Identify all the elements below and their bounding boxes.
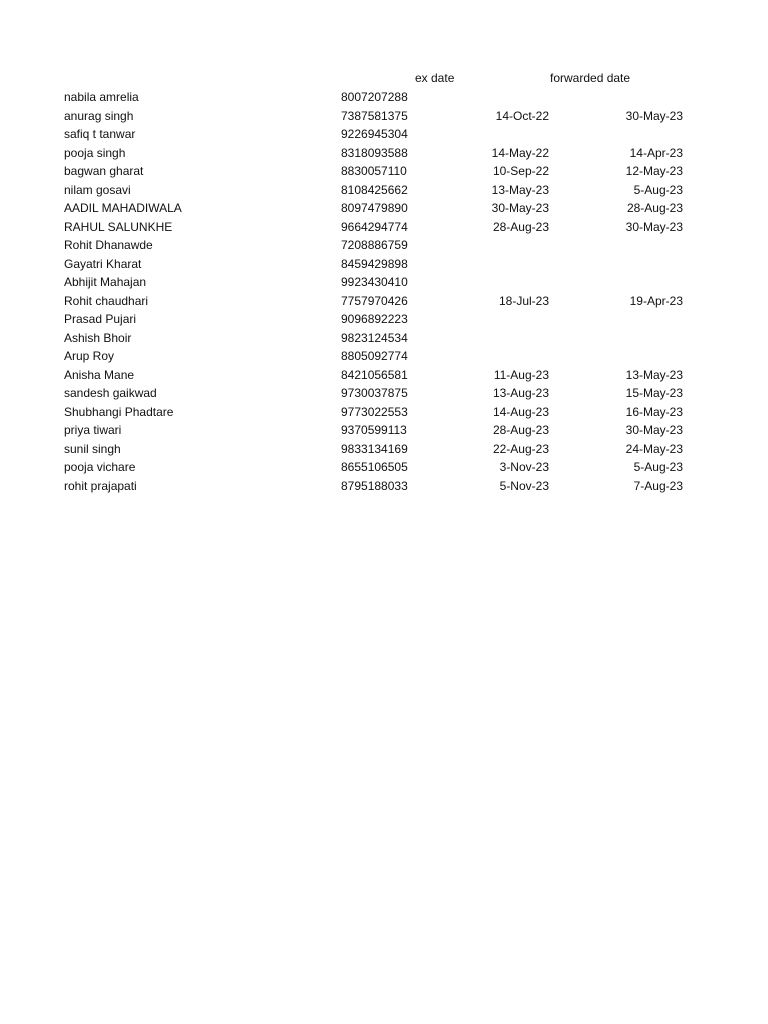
- ex-date-cell: 10-Sep-22: [492, 164, 549, 178]
- phone-cell: 9226945304: [341, 127, 408, 141]
- ex-date-header: ex date: [415, 71, 455, 85]
- phone-cell: 9370599113: [341, 423, 407, 437]
- phone-cell: 8805092774: [341, 349, 408, 363]
- table-row: [0, 292, 768, 311]
- forwarded-date-cell: 19-Apr-23: [629, 293, 683, 308]
- phone-cell: 9773022553: [341, 404, 408, 419]
- phone-cell: 9833134169: [341, 441, 408, 456]
- header-row: [0, 69, 768, 87]
- forwarded-date-cell: 14-Apr-23: [629, 145, 683, 160]
- table-row: [0, 366, 768, 385]
- ex-date-cell: 18-Jul-23: [498, 293, 549, 308]
- forwarded-date-cell: 30-May-23: [625, 108, 683, 123]
- name-cell: Rohit Dhanawde: [64, 238, 153, 252]
- ex-date-cell: 3-Nov-23: [499, 460, 549, 474]
- table-row: [0, 440, 768, 459]
- phone-cell: 9730037875: [341, 386, 408, 400]
- phone-cell: 9823124534: [341, 330, 408, 345]
- name-cell: anurag singh: [64, 108, 134, 123]
- table-row: [0, 347, 768, 366]
- name-cell: pooja singh: [64, 145, 126, 160]
- ex-date-cell: 28-Aug-23: [492, 219, 549, 234]
- phone-cell: 8421056581: [341, 367, 408, 382]
- forwarded-date-cell: 28-Aug-23: [626, 201, 683, 215]
- phone-cell: 7208886759: [341, 238, 408, 252]
- name-cell: nilam gosavi: [64, 182, 131, 197]
- forwarded-date-cell: 7-Aug-23: [633, 478, 683, 493]
- name-cell: Anisha Mane: [64, 367, 135, 382]
- name-cell: Abhijit Mahajan: [64, 275, 147, 289]
- forwarded-date-cell: 15-May-23: [625, 386, 683, 400]
- phone-cell: 8108425662: [341, 182, 408, 197]
- table-row: [0, 144, 768, 163]
- name-cell: sunil singh: [64, 441, 121, 456]
- forwarded-date-cell: 5-Aug-23: [633, 460, 683, 474]
- table-row: [0, 107, 768, 126]
- table-row: [0, 162, 768, 181]
- ex-date-cell: 14-Aug-23: [492, 404, 549, 419]
- phone-cell: 8830057110: [341, 164, 407, 178]
- ex-date-cell: 22-Aug-23: [492, 441, 549, 456]
- ex-date-cell: 13-Aug-23: [492, 386, 549, 400]
- name-cell: pooja vichare: [64, 460, 136, 474]
- ex-date-cell: 28-Aug-23: [492, 423, 549, 437]
- forwarded-date-cell: 5-Aug-23: [633, 182, 683, 197]
- name-cell: AADIL MAHADIWALA: [64, 201, 182, 215]
- table-row: [0, 421, 768, 440]
- phone-cell: 8655106505: [341, 460, 408, 474]
- phone-cell: 8007207288: [341, 90, 408, 104]
- phone-cell: 7387581375: [341, 108, 408, 123]
- forwarded-date-cell: 16-May-23: [625, 404, 683, 419]
- name-cell: nabila amrelia: [64, 90, 139, 104]
- table-row: [0, 125, 768, 144]
- table-row: [0, 255, 768, 274]
- name-cell: sandesh gaikwad: [64, 386, 157, 400]
- table-row: [0, 218, 768, 237]
- phone-cell: 9923430410: [341, 275, 408, 289]
- forwarded-date-cell: 30-May-23: [625, 219, 683, 234]
- ex-date-cell: 11-Aug-23: [493, 367, 549, 382]
- table-row: [0, 88, 768, 107]
- forwarded-date-cell: 24-May-23: [625, 441, 683, 456]
- table-row: [0, 403, 768, 422]
- phone-cell: 9096892223: [341, 312, 408, 326]
- phone-cell: 8459429898: [341, 256, 408, 271]
- data-rows: [0, 88, 768, 495]
- table-row: [0, 181, 768, 200]
- name-cell: RAHUL SALUNKHE: [64, 219, 173, 234]
- table-row: [0, 477, 768, 496]
- name-cell: Gayatri Kharat: [64, 256, 142, 271]
- forwarded-date-cell: 13-May-23: [625, 367, 683, 382]
- ex-date-cell: 30-May-23: [491, 201, 549, 215]
- ex-date-cell: 14-May-22: [491, 145, 549, 160]
- phone-cell: 8795188033: [341, 478, 408, 493]
- table-row: [0, 199, 768, 218]
- name-cell: bagwan gharat: [64, 164, 144, 178]
- table-row: [0, 236, 768, 255]
- name-cell: Arup Roy: [64, 349, 115, 363]
- ex-date-cell: 5-Nov-23: [499, 478, 549, 493]
- phone-cell: 7757970426: [341, 293, 408, 308]
- forwarded-date-cell: 30-May-23: [625, 423, 683, 437]
- phone-cell: 8097479890: [341, 201, 408, 215]
- name-cell: Prasad Pujari: [64, 312, 137, 326]
- forwarded-date-cell: 12-May-23: [625, 164, 683, 178]
- forwarded-date-header: forwarded date: [550, 71, 631, 85]
- table-row: [0, 273, 768, 292]
- name-cell: safiq t tanwar: [64, 127, 136, 141]
- phone-cell: 8318093588: [341, 145, 408, 160]
- table-row: [0, 384, 768, 403]
- name-cell: Shubhangi Phadtare: [64, 404, 174, 419]
- table-row: [0, 310, 768, 329]
- name-cell: Rohit chaudhari: [64, 293, 149, 308]
- name-cell: priya tiwari: [64, 423, 122, 437]
- table-row: [0, 458, 768, 477]
- ex-date-cell: 14-Oct-22: [495, 108, 549, 123]
- name-cell: rohit prajapati: [64, 478, 137, 493]
- phone-cell: 9664294774: [341, 219, 408, 234]
- ex-date-cell: 13-May-23: [491, 182, 549, 197]
- name-cell: Ashish Bhoir: [64, 330, 132, 345]
- table-row: [0, 329, 768, 348]
